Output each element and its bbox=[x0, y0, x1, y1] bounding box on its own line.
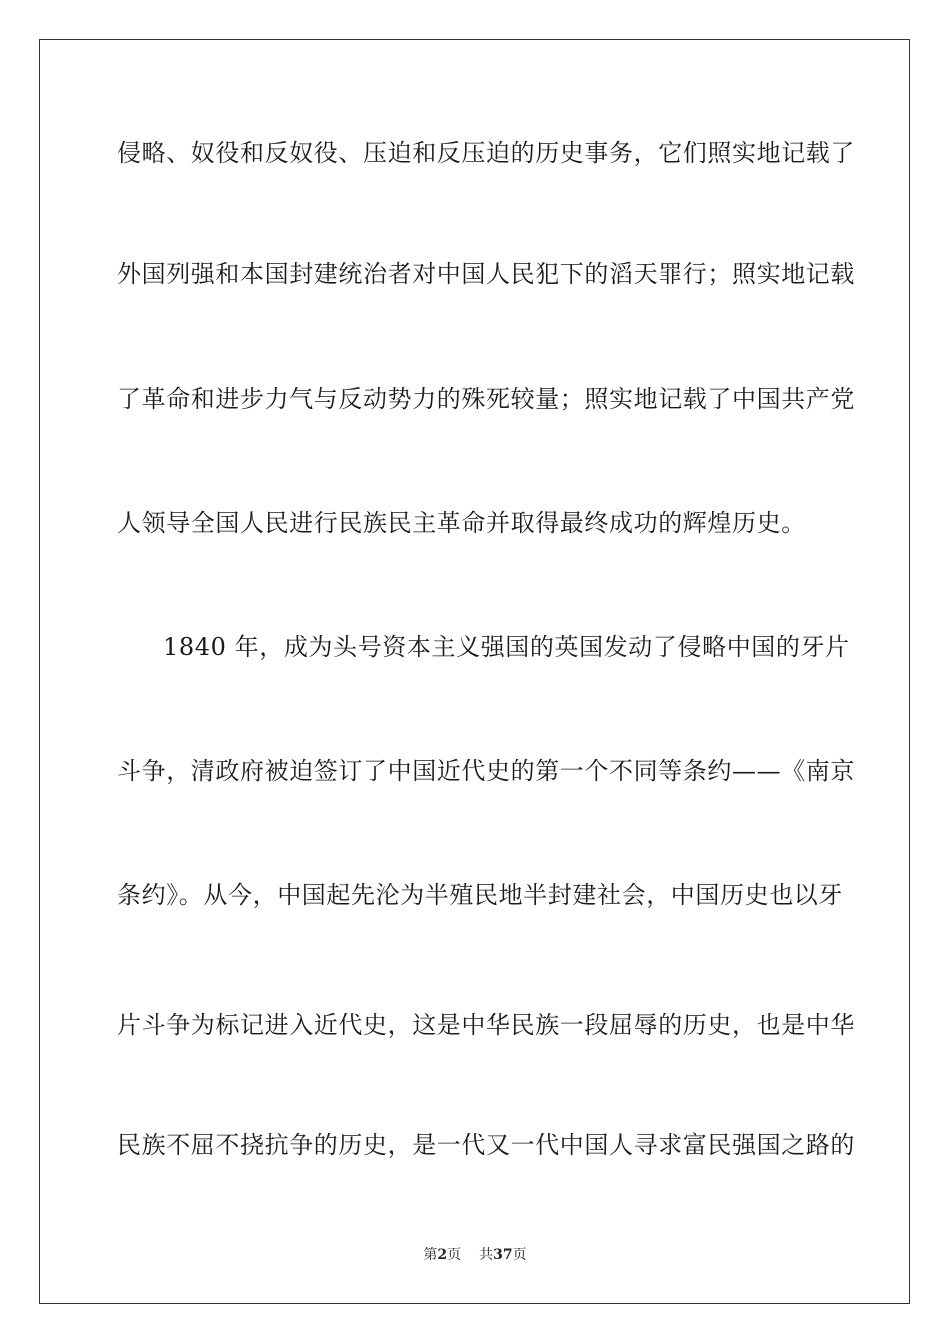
text-line-3: 了革命和进步力气与反动势力的殊死较量；照实地记载了中国共产党 bbox=[117, 385, 855, 413]
text-line-5: 1840 年，成为头号资本主义强国的英国发动了侵略中国的牙片 bbox=[163, 633, 850, 661]
page-footer bbox=[0, 1246, 950, 1264]
text-line-2: 外国列强和本国封建统治者对中国人民犯下的滔天罪行；照实地记载 bbox=[117, 260, 855, 288]
text-line-1: 侵略、奴役和反奴役、压迫和反压迫的历史事务，它们照实地记载了 bbox=[117, 139, 855, 167]
total-pages: 37 bbox=[493, 1247, 513, 1263]
page-suffix: 页 bbox=[447, 1247, 462, 1263]
page-border bbox=[39, 39, 910, 1304]
text-line-6: 斗争，清政府被迫签订了中国近代史的第一个不同等条约——《南京 bbox=[117, 757, 855, 785]
total-prefix: 共 bbox=[479, 1247, 494, 1263]
text-line-7: 条约》。从今，中国起先沦为半殖民地半封建社会，中国历史也以牙 bbox=[117, 881, 843, 909]
page-prefix: 第 bbox=[423, 1247, 438, 1263]
text-line-9: 民族不屈不挠抗争的历史，是一代又一代中国人寻求富民强国之路的 bbox=[117, 1131, 855, 1159]
page-number: 2 bbox=[437, 1247, 448, 1263]
text-line-4: 人领导全国人民进行民族民主革命并取得最终成功的辉煌历史。 bbox=[117, 509, 806, 537]
total-suffix: 页 bbox=[512, 1247, 527, 1263]
text-line-8: 片斗争为标记进入近代史，这是中华民族一段屈辱的历史，也是中华 bbox=[117, 1011, 855, 1039]
